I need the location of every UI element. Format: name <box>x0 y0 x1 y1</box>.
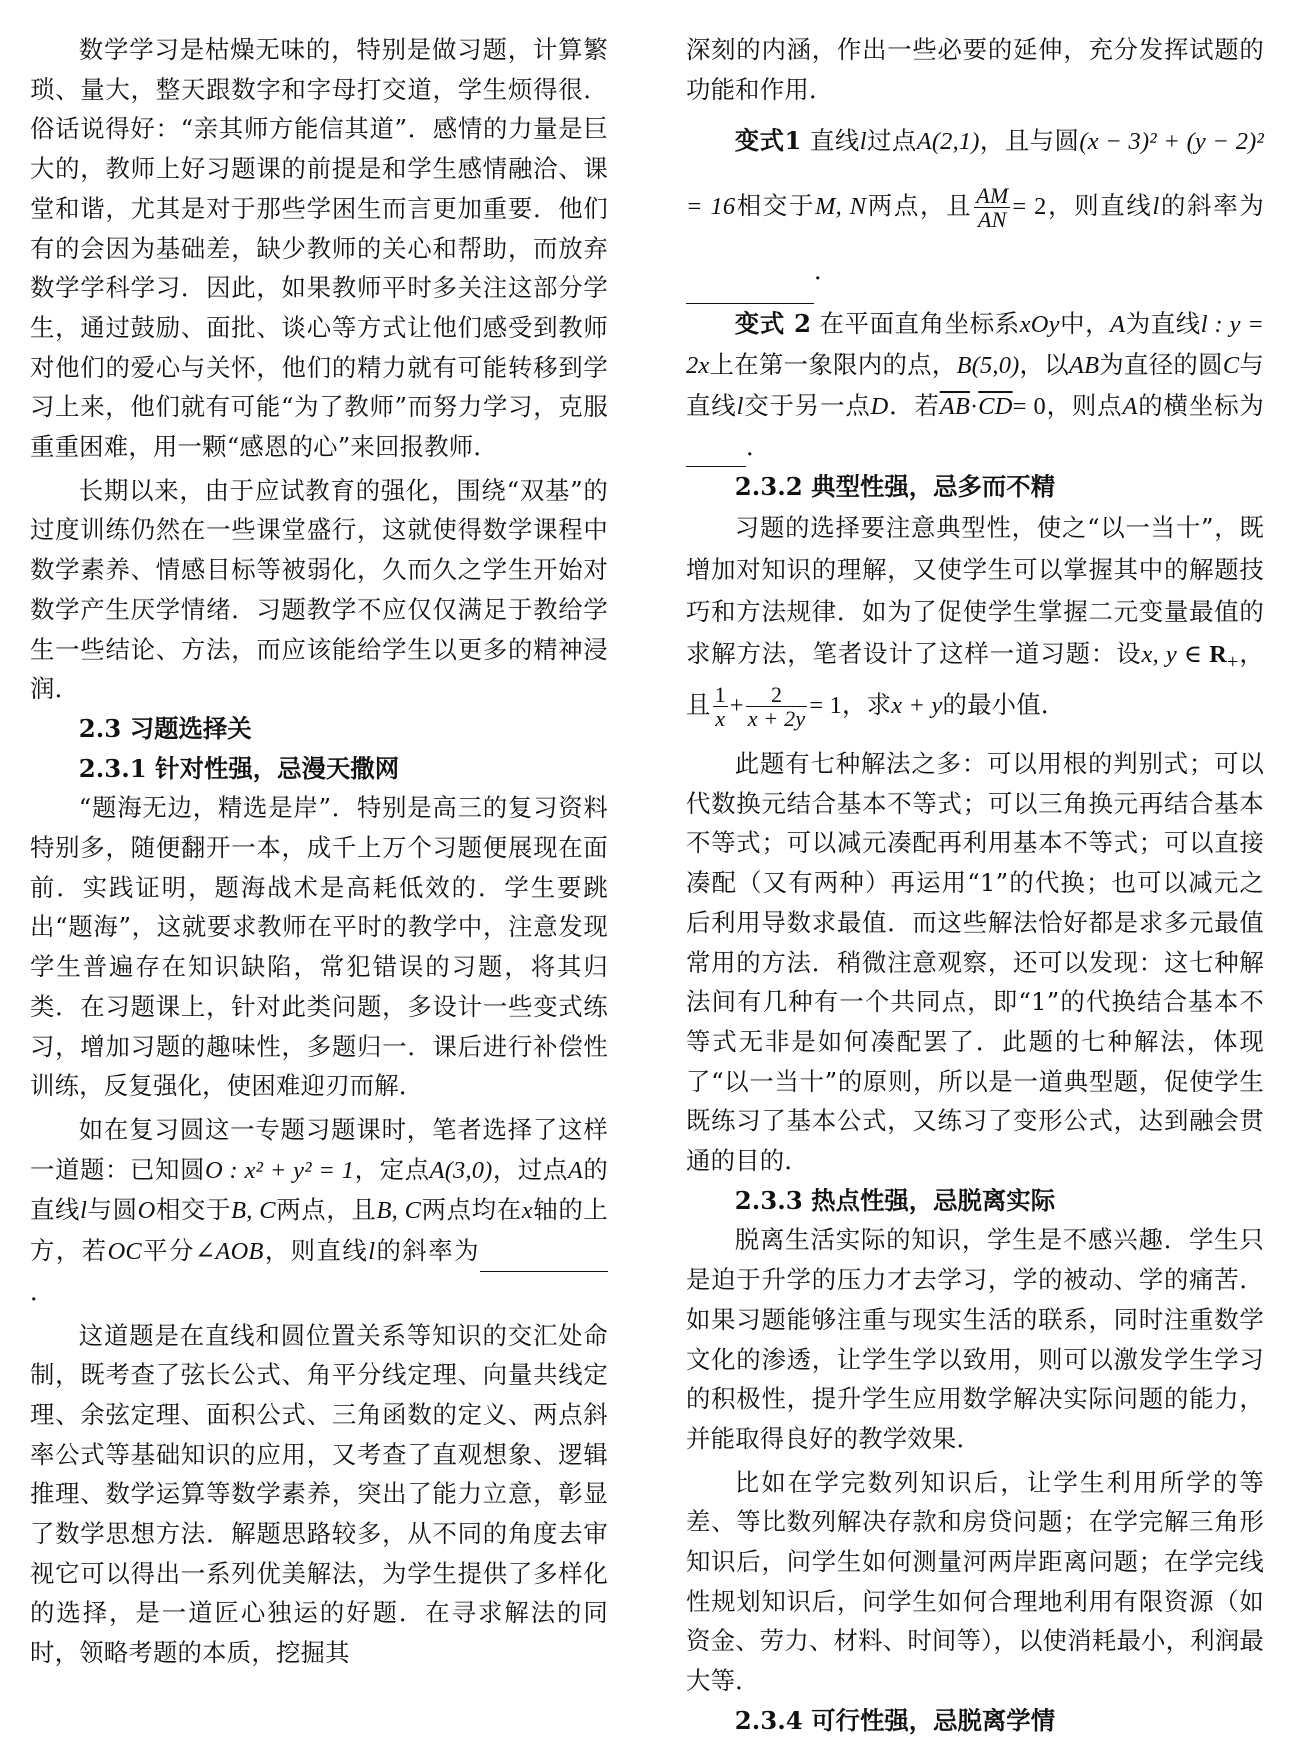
line-equation: l : y = 2x <box>686 311 1264 380</box>
point-a: A(3,0) <box>429 1156 493 1184</box>
section-heading-2-3-3: 2.3.3 热点性强，忌脱离实际 <box>734 1185 1056 1215</box>
section-heading-2-3-2: 2.3.2 典型性强，忌多而不精 <box>734 472 1056 502</box>
paragraph-question-sea: “题海无边，精选是岸”．特别是高三的复习资料特别多，随便翻开一本，成千上万个习题便展现在面前．实践证明，题海战术是高耗低效的．学生要跳出“题海”，这就要求教师在平时的教学中，注意发现学生普遍存在知识缺陷，常犯错误的习题，将其归类．在习题课上，针对此类问题，多设计一些变式练习，增加习题的趣味性，多题归一．课后进行补偿性训练，反复强化，使困难迎刃而解． <box>30 793 608 1101</box>
right-column <box>686 30 1264 1741</box>
angle-aob: ∠AOB <box>194 1238 264 1266</box>
section-heading-2-3-4: 2.3.4 可行性强，忌脱离学情 <box>734 1705 1056 1735</box>
paragraph-analysis: 这道题是在直线和圆位置关系等知识的交汇处命制，既考查了弦长公式、角平分线定理、向量共线定理、余弦定理、面积公式、三角函数的定义、两点斜率公式等基础知识的应用，又考查了直观想象、逻辑推理、数学运算等数学素养，突出了能力立意，彰显了数学思想方法．解题思路较多，从不同的角度去审视它可以得出一系列优美解法，为学生提供了多样化的选择，是一道匠心独运的好题．在寻求解法的同时，领略考题的本质，挖掘其 <box>30 1320 608 1668</box>
vector-ab: $\overline{AB}$ <box>939 392 970 420</box>
paragraph-teacher-relationship: 数学学习是枯燥无味的，特别是做习题，计算繁琐、量大，整天跟数字和字母打交道，学生烦得很．俗话说得好：“亲其师方能信其道”．感情的力量是巨大的，教师上好习题课的前提是和学生感情融洽、课堂和谐，尤其是对于那些学困生而言更加重要．他们有的会因为基础差，缺少教师的关心和帮助，而放弃数学学科学习．因此，如果教师平时多关注这部分学生，通过鼓励、面批、谈心等方式让他们感受到教师对他们的爱心与关怀，他们的精力就有可能转移到学习上来，他们就有可能“为了教师”而努力学习，克服重重困难，用一颗“感恩的心”来回报教师． <box>30 35 608 462</box>
answer-blank <box>686 239 814 304</box>
ratio-fraction: $\frac{AM}{AN}$ <box>976 183 1009 233</box>
circle-equation: O : x² + y² = 1 <box>205 1156 355 1184</box>
variant-2-label: 变式 2 <box>734 309 812 339</box>
paragraph-exam-training: 长期以来，由于应试教育的强化，围绕“双基”的过度训练仍然在一些课堂盛行，这就使得数学课程中数学素养、情感目标等被弱化，久而久之学生开始对数学产生厌学情绪．习题教学不应仅仅满足于教给学生一些结论、方法，而应该能给学生以更多的精神浸润． <box>30 475 608 704</box>
paragraph-applications: 比如在学完数列知识后，让学生利用所学的等差、等比数列解决存款和房贷问题；在学完解三角形知识后，问学生如何测量河两岸距离问题；在学完线性规划知识后，问学生如何合理地利用有限资源（如资金、劳力、材料、时间等），以使消耗最小，利润最大等． <box>686 1467 1264 1696</box>
answer-blank <box>686 427 746 468</box>
answer-blank <box>480 1231 608 1272</box>
section-heading-2-3: 2.3 习题选择关 <box>78 713 252 743</box>
paragraph-seven-solutions: 此题有七种解法之多：可以用根的判别式；可以代数换元结合基本不等式；可以三角换元再结合基本不等式；可以减元凑配再利用基本不等式；可以直接凑配（又有两种）再运用“1”的代换；也可以减元之后利用导数求最值．而这些解法恰好都是求多元最值常用的方法．稍微注意观察，还可以发现：这七种解法间有几种有一个共同点，即“1”的代换结合基本不等式无非是如何凑配罢了．此题的七种解法，体现了“以一当十”的原则，所以是一道典型题，促使学生既练习了基本公式，又练习了变形公式，达到融会贯通的目的． <box>686 748 1264 1176</box>
variant-1-label: 变式1 <box>734 126 802 156</box>
variant-1-circle-equation: (x − 3)² + (y − 2)² = 16 <box>686 128 1265 221</box>
vector-cd: $\overline{CD}$ <box>978 392 1013 420</box>
fraction-two-over-x-plus-2y: $\frac{2}{x + 2y}$ <box>747 681 806 731</box>
paragraph-circle-example: 如在复习圆这一专题习题课时，笔者选择了这样一道题：已知圆O : x² + y² = 1，定点A(3,0)，过点A的直线l与圆O相交于B, C两点，且B, C两点均在x轴的上方，若OC平分∠AOB，则直线l的斜率为 ． <box>30 1114 609 1306</box>
variant-2: 变式 2 在平面直角坐标系xOy中，A为直线l : y = 2x上在第一象限内的点，B(5,0)，以AB为直径的圆C与直线l交于另一点D．若$\overline{AB}\cdot\overline{CD}= 0$，则点A的横坐标为 ． <box>686 304 1264 467</box>
paragraph-typical-problem: 习题的选择要注意典型性，使之“以一当十”，既增加对知识的理解，又使学生可以掌握其中的解题技巧和方法规律．如为了促使学生掌握二元变量最值的求解方法，笔者设计了这样一道习题：设x, y ∈ $R_+$，且 $\frac{1}{x}$ + $\frac{2}{x + 2y}$ = 1，求x + y的最小值． <box>686 512 1265 731</box>
fraction-one-over-x: $\frac{1}{x}$ <box>714 681 726 731</box>
variant-1: 变式1 直线l过点A(2,1)，且与圆(x − 3)² + (y − 2)² = 16相交于M, N两点，且 $\frac{AM}{AN}$ = 2，则直线l的斜率为 ． <box>686 109 1264 304</box>
left-column <box>30 30 608 1673</box>
paragraph-continuation: 深刻的内涵，作出一些必要的延伸，充分发挥试题的功能和作用． <box>686 35 1264 104</box>
paragraph-real-life: 脱离生活实际的知识，学生是不感兴趣．学生只是迫于升学的压力才去学习，学的被动、学的痛苦．如果习题能够注重与现实生活的联系，同时注重数学文化的渗透，让学生学以致用，则可以激发学生学习的积极性，提升学生应用数学解决实际问题的能力，并能取得良好的教学效果． <box>686 1225 1264 1453</box>
section-heading-2-3-1: 2.3.1 针对性强，忌漫天撒网 <box>78 753 400 783</box>
